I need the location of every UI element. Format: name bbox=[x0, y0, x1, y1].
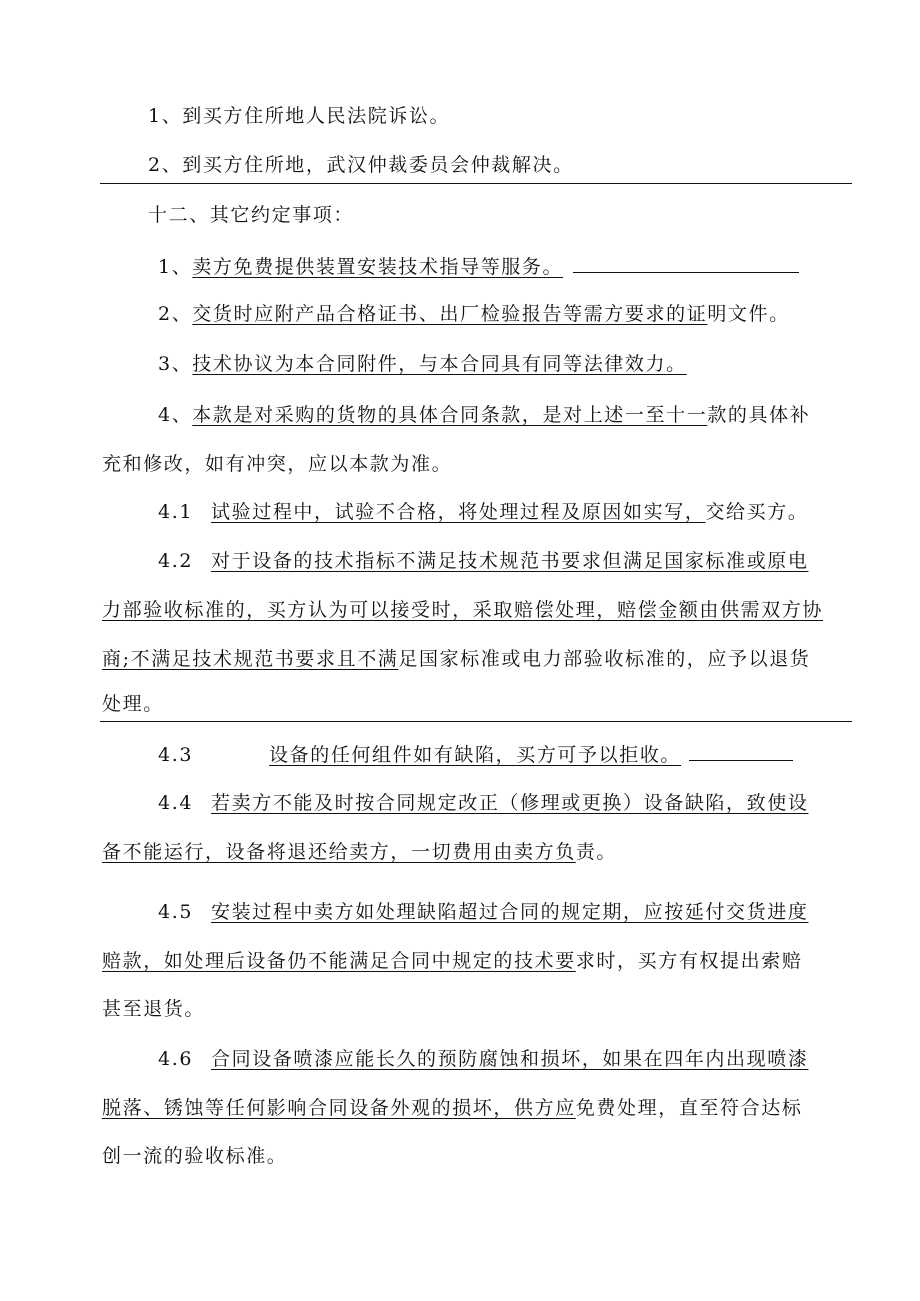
clause-4-5-number: 4.5 bbox=[158, 901, 194, 923]
item-4-text: 款的具体补 bbox=[707, 404, 811, 426]
clause-4-4-line-2-text: 责。 bbox=[575, 841, 618, 863]
fill-in-blank bbox=[689, 742, 793, 761]
item-4-number: 4、 bbox=[158, 404, 193, 426]
clause-4-2 bbox=[158, 549, 808, 573]
clause-4-1-text: 交给买方。 bbox=[705, 501, 809, 523]
clause-4-2-line-3-underlined: 商;不满足技术规范书要求且不满 bbox=[102, 648, 399, 670]
horizontal-rule bbox=[100, 183, 852, 184]
clause-4-6-number: 4.6 bbox=[158, 1048, 194, 1070]
item-2-number: 2、 bbox=[158, 303, 193, 325]
clause-4-5-line-2-text: 求时，买方有权提出索赔 bbox=[575, 950, 803, 972]
clause-4-6-line-2-text: 免费处理，直至符合达标 bbox=[575, 1097, 803, 1119]
clause-4-3 bbox=[158, 742, 793, 767]
clause-4-6-line-2-underlined: 脱落、锈蚀等任何影响合同设备外观的损坏，供方应 bbox=[102, 1097, 576, 1119]
horizontal-rule bbox=[100, 721, 852, 722]
item-4-continuation: 充和修改，如有冲突，应以本款为准。 bbox=[102, 453, 453, 475]
clause-4-4-line-1: 若卖方不能及时按合同规定改正（修理或更换）设备缺陷，致使设 bbox=[211, 792, 809, 814]
clause-4-5 bbox=[158, 900, 808, 924]
clause-4-4 bbox=[158, 791, 808, 815]
clause-4-4-line-2-row bbox=[102, 840, 617, 864]
item-3 bbox=[158, 352, 687, 376]
item-3-text: 技术协议为本合同附件，与本合同具有同等法律效力。 bbox=[192, 353, 687, 375]
section-12-heading: 十二、其它约定事项： bbox=[148, 204, 355, 226]
clause-4-5-line-2-underlined: 赔款，如处理后设备仍不能满足合同中规定的技术要 bbox=[102, 950, 576, 972]
item-2-underlined-text: 交货时应附产品合格证书、出厂检验报告等需方要求的证 bbox=[192, 303, 708, 325]
clause-4-2-line-1: 对于设备的技术指标不满足技术规范书要求但满足国家标准或原电 bbox=[211, 550, 809, 572]
clause-4-4-line-2-underlined: 备不能运行，设备将退还给卖方，一切费用由卖方负 bbox=[102, 841, 576, 863]
clause-4-2-line-3-row bbox=[102, 647, 810, 671]
clause-4-1-underlined-text: 试验过程中，试验不合格，将处理过程及原因如实写， bbox=[211, 501, 706, 523]
clause-4-4-number: 4.4 bbox=[158, 792, 194, 814]
clause-4-3-number: 4.3 bbox=[158, 744, 194, 766]
clause-4-3-text: 设备的任何组件如有缺陷，买方可予以拒收。 bbox=[269, 744, 682, 766]
clause-11-option-2: 2、到买方住所地，武汉仲裁委员会仲裁解决。 bbox=[148, 154, 574, 176]
clause-4-2-line-2: 力部验收标准的，买方认为可以接受时，采取赔偿处理，赔偿金额由供需双方协 bbox=[102, 599, 824, 621]
clause-11-option-1: 1、到买方住所地人民法院诉讼。 bbox=[148, 105, 451, 127]
clause-4-5-line-3: 甚至退货。 bbox=[102, 998, 206, 1020]
clause-4-1-number: 4.1 bbox=[158, 501, 194, 523]
item-2 bbox=[158, 302, 790, 326]
item-4 bbox=[158, 403, 810, 427]
clause-4-2-number: 4.2 bbox=[158, 550, 194, 572]
clause-4-2-line-4: 处理。 bbox=[102, 693, 164, 715]
item-1-text: 卖方免费提供装置安装技术指导等服务。 bbox=[192, 256, 564, 278]
item-4-underlined-text: 本款是对采购的货物的具体合同条款，是对上述一至十一 bbox=[192, 404, 708, 426]
item-3-number: 3、 bbox=[158, 353, 193, 375]
clause-4-2-line-2-row bbox=[102, 598, 823, 622]
clause-4-2-line-3-text: 足国家标准或电力部验收标准的，应予以退货 bbox=[398, 648, 811, 670]
clause-4-1 bbox=[158, 500, 808, 524]
fill-in-blank bbox=[573, 254, 799, 273]
clause-4-5-line-1: 安装过程中卖方如处理缺陷超过合同的规定期，应按延付交货进度 bbox=[211, 901, 809, 923]
clause-4-5-line-2-row bbox=[102, 949, 802, 973]
clause-4-6-line-2-row bbox=[102, 1096, 802, 1120]
clause-4-6-line-3: 创一流的验收标准。 bbox=[102, 1145, 288, 1167]
item-1 bbox=[158, 254, 799, 279]
item-2-text: 明文件。 bbox=[707, 303, 790, 325]
item-1-number: 1、 bbox=[158, 256, 193, 278]
clause-4-6 bbox=[158, 1047, 808, 1071]
clause-4-6-line-1: 合同设备喷漆应能长久的预防腐蚀和损坏，如果在四年内出现喷漆 bbox=[211, 1048, 809, 1070]
